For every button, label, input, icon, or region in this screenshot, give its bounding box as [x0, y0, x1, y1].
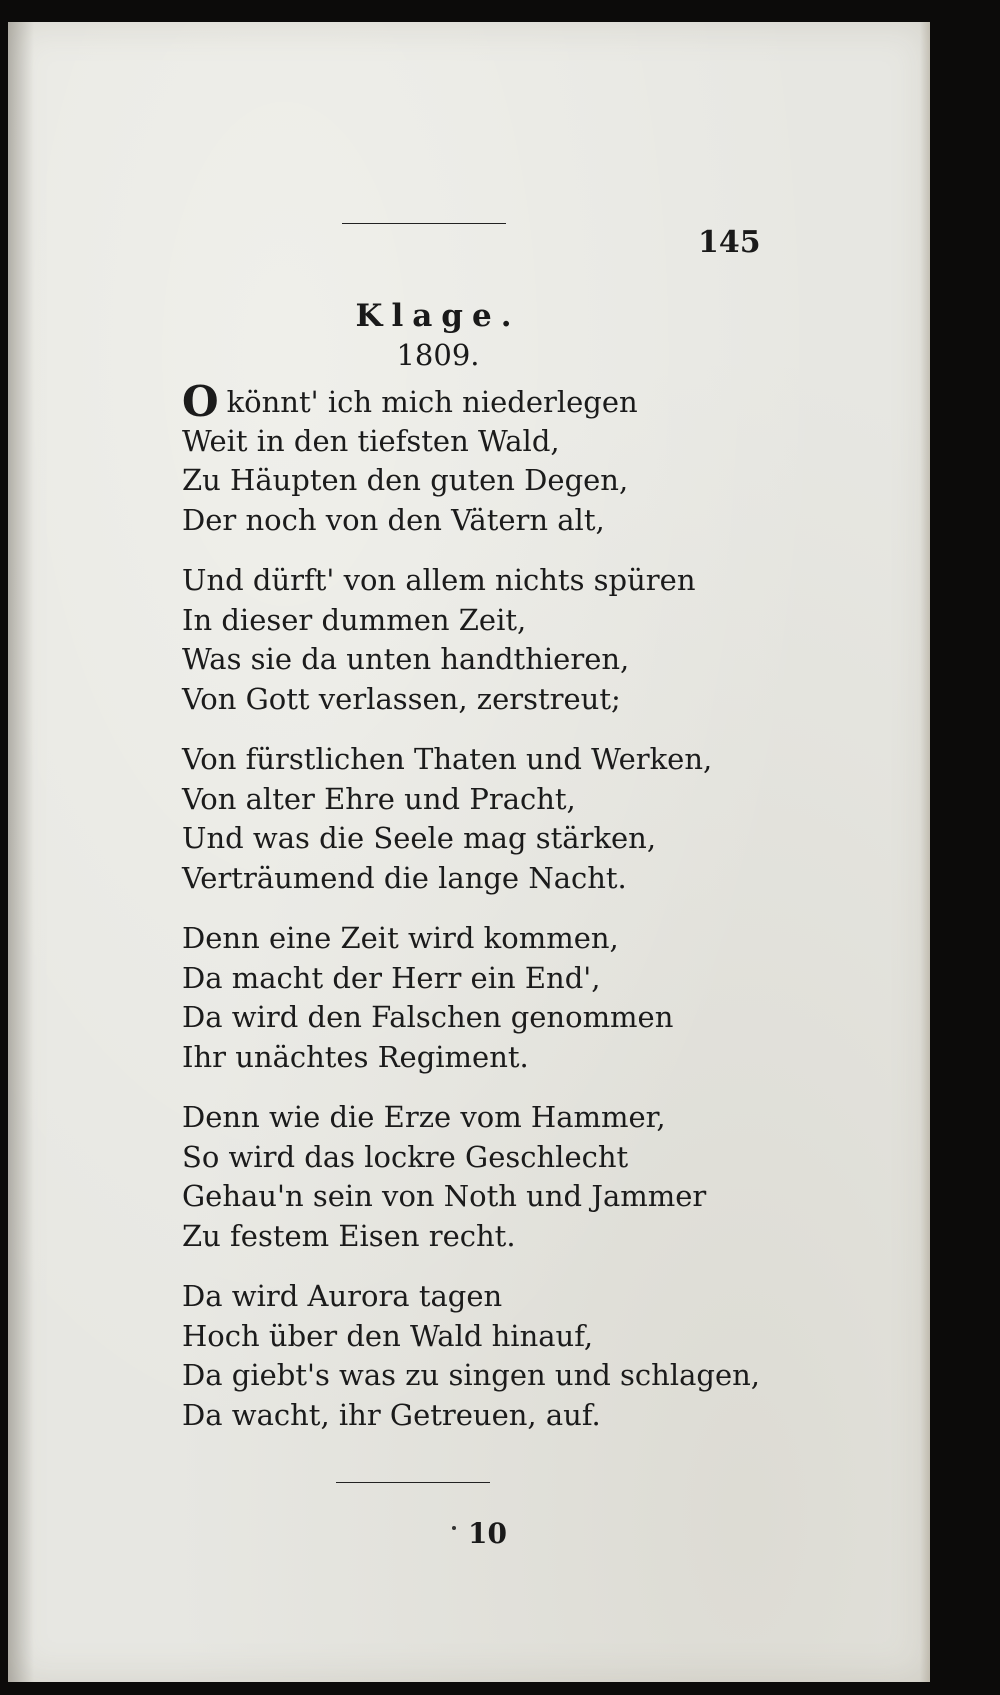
poem-line: Denn eine Zeit wird kommen,	[182, 921, 619, 955]
page-edge	[920, 22, 930, 1682]
poem-line: In dieser dummen Zeit,	[182, 602, 527, 637]
poem-line: Der noch von den Vätern alt,	[182, 502, 605, 537]
stanza	[182, 740, 713, 898]
stanza	[182, 1098, 707, 1256]
signature-mark: 10	[468, 1517, 507, 1550]
poem-line: Zu festem Eisen recht.	[182, 1218, 516, 1253]
poem-line: Von Gott verlassen, zerstreut;	[182, 681, 621, 716]
poem-line: Denn wie die Erze vom Hammer,	[182, 1100, 666, 1134]
poem-line: Von alter Ehre und Pracht,	[182, 781, 576, 816]
poem-line: Von fürstlichen Thaten und Werken,	[182, 742, 713, 776]
footer-rule	[336, 1482, 490, 1483]
poem-line: Zu Häupten den guten Degen,	[182, 463, 629, 497]
poem-year: 1809.	[396, 338, 480, 372]
stanza	[182, 919, 702, 1077]
poem-title: Klage.	[355, 298, 521, 334]
poem-line: Und was die Seele mag stärken,	[182, 821, 657, 855]
book-page	[8, 22, 930, 1682]
poem-line: Da giebt's was zu singen und schlagen,	[182, 1358, 761, 1392]
stanza	[182, 1277, 761, 1435]
poem-line: Da wird den Falschen genommen	[182, 1000, 674, 1034]
spine-shadow	[8, 22, 34, 1682]
initial-letter: O	[182, 377, 219, 426]
page-number: 145	[698, 225, 761, 260]
first-line-text: könnt' ich mich niederlegen	[226, 385, 638, 419]
poem-line	[182, 377, 702, 426]
ink-speck	[452, 1526, 456, 1530]
header-rule	[342, 223, 506, 224]
poem-line: Da macht der Herr ein End',	[182, 960, 601, 995]
poem-line: Hoch über den Wald hinauf,	[182, 1318, 594, 1353]
poem-line: Gehau'n sein von Noth und Jammer	[182, 1179, 707, 1213]
stanza	[182, 377, 702, 540]
poem-line: Was sie da unten handthieren,	[182, 642, 630, 676]
poem-line: Da wird Aurora tagen	[182, 1279, 503, 1313]
poem-line: Da wacht, ihr Getreuen, auf.	[182, 1397, 601, 1432]
poem-body	[182, 377, 761, 1456]
poem-line: Ihr unächtes Regiment.	[182, 1039, 529, 1074]
poem-line: So wird das lockre Geschlecht	[182, 1139, 629, 1174]
stanza	[182, 561, 702, 719]
poem-line: Und dürft' von allem nichts spüren	[182, 563, 696, 597]
poem-line: Weit in den tiefsten Wald,	[182, 423, 560, 458]
poem-line: Verträumend die lange Nacht.	[182, 860, 627, 895]
